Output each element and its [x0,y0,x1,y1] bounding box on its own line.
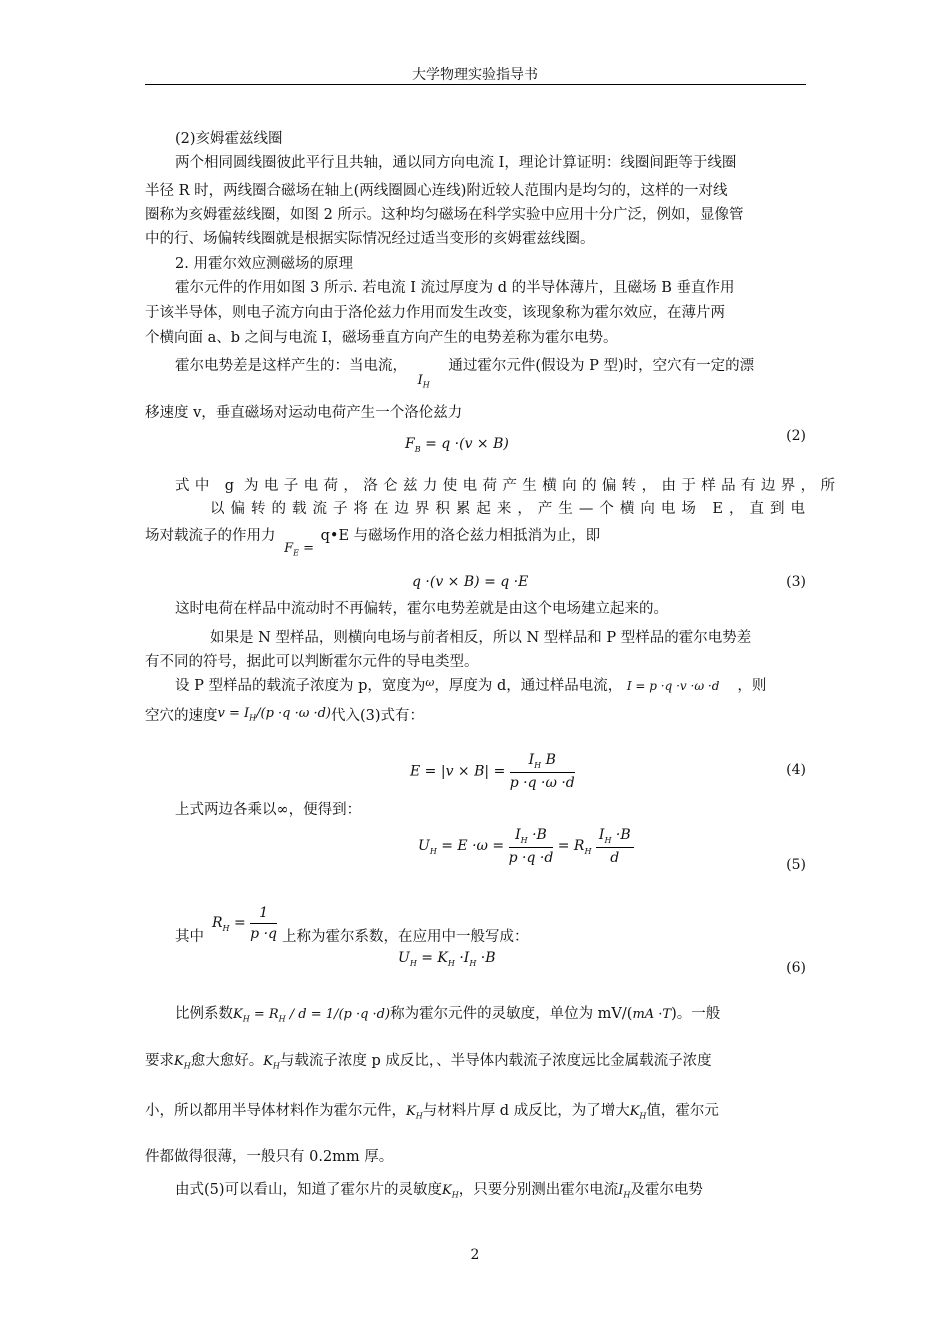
equation-number: (4) [786,762,806,778]
equation-text: E = |v × B| = [410,763,506,780]
math-kh: $K_H$ [406,1104,423,1121]
paragraph-line: 移速度 v，垂直磁场对运动电荷产生一个洛伦兹力 [145,405,463,421]
paragraph-line: 这时电荷在样品中流动时不再偏转，霍尔电势差就是由这个电场建立起来的。 [175,601,668,617]
denominator: p ·q [250,926,277,942]
text-span: 设 P 型样品的载流子浓度为 p，宽度为 [175,678,426,694]
equation-lhs: $R_H$ = [212,914,246,933]
math-text: = R [253,1007,279,1022]
numerator: 1 [250,905,277,924]
math-ih: $I_H$ [618,1183,631,1200]
page-header: 大学物理实验指导书 [412,67,538,83]
text-span: 场对载流子的作用力 [145,528,276,544]
denominator: p ·q ·d [508,849,554,866]
paragraph-line [175,927,835,947]
text-span: 称为霍尔元件的灵敏度，单位为 mV/( [390,1006,633,1022]
text-span: 空穴的速度 [145,708,218,724]
math-velocity: $v = I_H/(p \cdot q \cdot\omega \cdot d)$ [217,706,332,723]
math-kh: $K_H$ [174,1054,191,1071]
text-span: ，只要分别测出霍尔电流 [458,1182,619,1198]
paragraph-line: 有不同的符号，据此可以判断霍尔元件的导电类型。 [145,654,479,670]
paragraph-line [145,526,805,558]
paragraph-line: 霍尔元件的作用如图 3 所示. 若电流 I 流过厚度为 d 的半导体薄片，且磁场 B 垂直作用 [175,280,735,296]
paragraph-line [175,1004,835,1030]
text-span: 要求 [145,1053,174,1069]
math-text: / d = 1/(p ·q ·d) [289,1007,391,1022]
denominator: d [610,849,620,866]
paragraph-line: 式中 g 为电子电荷，洛仑兹力使电荷产生横向的偏转，由于样品有边界，所 [175,478,835,494]
paragraph-line: 两个相同圆线圈彼此平行且共轴，通以同方向电流 I，理论计算证明：线圈间距等于线圈 [175,155,737,171]
numerator: ·B [615,827,631,843]
equation-3: q ·(v × B) = q ·E [412,574,529,590]
equation-number: (3) [786,574,806,590]
paragraph-line [175,1180,835,1206]
equation-number: (5) [786,857,806,873]
paragraph-line [145,1051,805,1077]
equation-text: = E ·ω = [441,837,505,854]
text-span: 与材料片厚 d 成反比，为了增大 [422,1103,630,1119]
fraction: $\frac{I_H B}{p \cdot q \cdot\omega \cdot d}$ [509,752,575,791]
equation-text: = R [557,837,585,854]
math-ih: $I_H$ [417,373,430,390]
math-text: /(p ·q ·ω ·d) [256,706,332,721]
text-span: 及霍尔电势 [630,1182,703,1198]
math-text: v = I [217,706,250,721]
text-span: 愈大愈好。 [190,1053,264,1069]
equation-2: $F_B = q \cdot(v \times B)$ [405,436,509,454]
equation-text: ·I [459,950,470,966]
math-unit: mA ·T [632,1007,672,1022]
math-current-def: I = p ·q ·v ·ω ·d [626,679,720,693]
text-span: 通过霍尔元件(假设为 P 型)时，空穴有一定的漂 [448,358,755,374]
fraction: $\frac{I_H \cdot B}{p \cdot q \cdot d}$ [508,827,554,866]
subsection-heading: (2)亥姆霍兹线圈 [175,131,283,147]
text-span: ，则 [737,678,767,694]
math-omega: ω [425,676,435,689]
paragraph-line [175,356,835,390]
text-span: 值，霍尔元 [646,1103,719,1119]
paragraph-line: 中的行、场偏转线圈就是根据实际情况经过适当变形的亥姆霍兹线圈。 [145,231,595,247]
paragraph-line [175,676,835,697]
equation-mid: = $R_H$ [557,837,592,856]
text-span: 其中 [175,929,204,945]
equation-text: = q ·(v × B) [425,436,509,452]
section-heading: 2. 用霍尔效应测磁场的原理 [175,256,353,272]
text-span: 比例系数 [175,1006,233,1022]
text-span: q•E 与磁场作用的洛仑兹力相抵消为止，即 [320,528,601,544]
paragraph-line: 圈称为亥姆霍兹线圈，如图 2 所示。这种均匀磁场在科学实验中应用十分广泛，例如，显像管 [145,207,744,223]
paragraph-line [145,706,805,732]
paragraph-line: 上式两边各乘以∞，便得到： [175,802,362,818]
denominator: p ·q ·ω ·d [509,774,575,791]
page-number: 2 [470,1247,480,1263]
numerator: ·B [532,827,547,843]
paragraph-line: 半径 R 时，两线圈合磁场在轴上(两线圈圆心连线)附近较人范围内是均匀的，这样的一对线 [145,183,728,199]
paragraph-line: 于该半导体，则电子流方向由于洛伦兹力作用而发生改变，该现象称为霍尔效应，在薄片两 [145,305,725,321]
math-kh: $K_H$ [442,1183,459,1200]
equation-5 [418,827,634,866]
math-kh: $K_H$ [629,1104,647,1121]
paragraph-line: 如果是 N 型样品，则横向电场与前者相反，所以 N 型样品和 P 型样品的霍尔电势差 [210,630,752,646]
paragraph-line: 件都做得很薄，一般只有 0.2mm 厚。 [145,1149,394,1165]
equation-number: (6) [786,960,806,976]
text-span: 上称为霍尔系数，在应用中一般写成： [282,929,529,945]
equation-text: = K [421,950,448,966]
math-fe: $F_E$ = [284,541,315,558]
text-span: 代入(3)式有： [331,708,425,724]
text-span: ，厚度为 d，通过样品电流， [434,678,623,694]
numerator: I [528,752,535,768]
text-span: 小，所以都用半导体材料作为霍尔元件， [145,1103,406,1119]
math-kh: $K_H$ [263,1054,280,1071]
equation-lhs: $U_H = E \cdot\omega$ = [418,837,505,856]
header-rule [145,84,806,85]
fraction: $\frac{I_H \cdot B}{d}$ [596,827,634,866]
paragraph-line [145,1101,805,1127]
numerator: B [545,752,556,768]
equation-4 [410,752,575,791]
text-span: 与载流子浓度 p 成反比，、半导体内载流子浓度远比金属载流子浓度 [279,1053,712,1069]
equation-text: ·B [480,950,496,966]
equation-6: $U_H = K_H \cdot I_H \cdot B$ [398,950,496,968]
text-span: 由式(5)可以看山，知道了霍尔片的灵敏度 [175,1182,443,1198]
paragraph-line: 个横向面 a、b 之间与电流 I，磁场垂直方向产生的电势差称为霍尔电势。 [145,330,618,346]
equation-number: (2) [786,428,806,444]
math-kh-def: $K_H = R_H / d = 1/(p \cdot q \cdot d)$ [233,1007,391,1024]
text-span: )。一般 [671,1006,721,1022]
paragraph-line: 以偏转的载流子将在边界积累起来，产生—个横向电场 E，直到电 [210,501,805,517]
text-span: 霍尔电势差是这样产生的：当电流， [175,358,407,374]
